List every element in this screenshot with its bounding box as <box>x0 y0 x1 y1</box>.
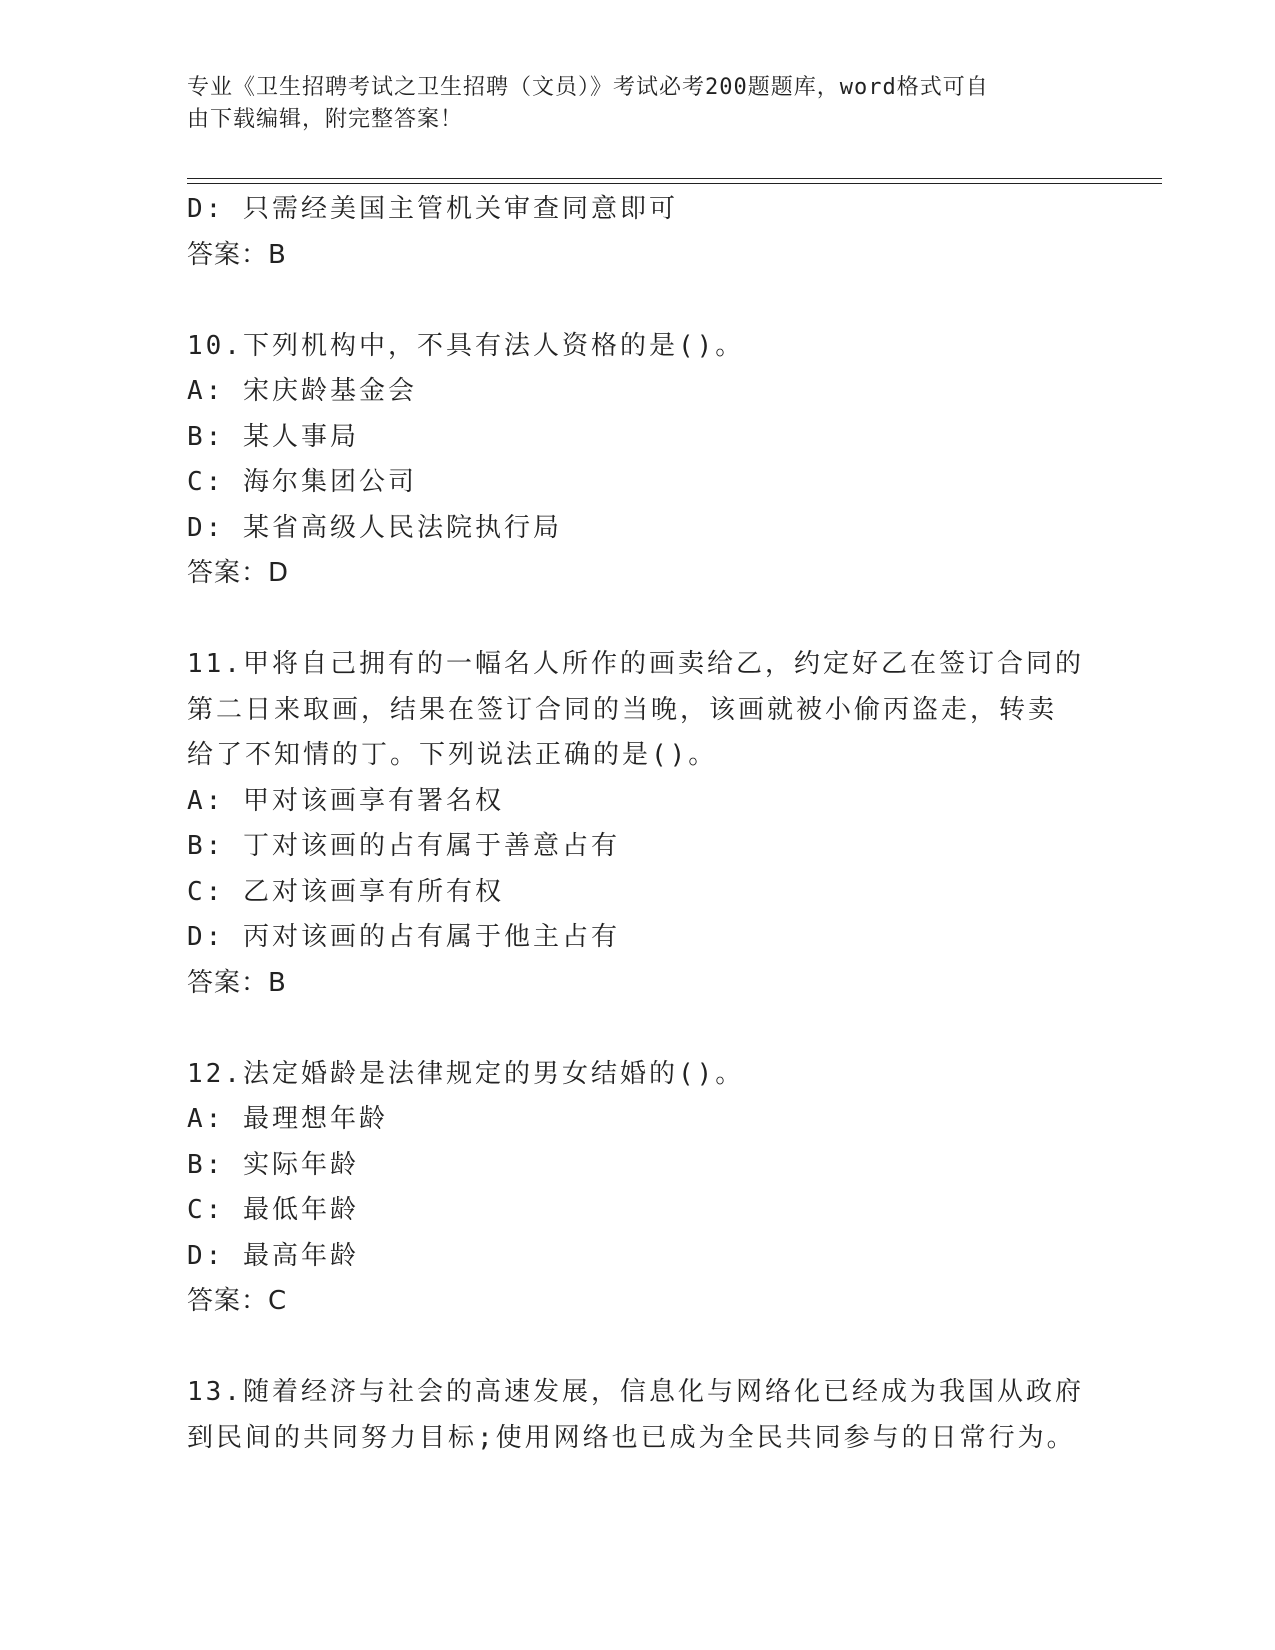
question-stem-line-1: 11.甲将自己拥有的一幅名人所作的画卖给乙，约定好乙在签订合同的 <box>187 649 1084 679</box>
option-a: A: 宋庆龄基金会 <box>187 376 417 406</box>
question-10 <box>187 324 1087 597</box>
question-stem: 12.法定婚龄是法律规定的男女结婚的()。 <box>187 1058 745 1089</box>
header-divider-bottom <box>187 183 1162 184</box>
question-11 <box>187 642 1087 1006</box>
option-a: A: 最理想年龄 <box>187 1104 388 1134</box>
answer: 答案：B <box>187 239 287 270</box>
option-b: B: 实际年龄 <box>187 1149 359 1180</box>
option-a: A: 甲对该画享有署名权 <box>187 785 504 816</box>
question-stem-line-3: 给了不知情的丁。下列说法正确的是()。 <box>187 740 718 770</box>
header-line-2: 由下载编辑，附完整答案！ <box>187 107 464 132</box>
answer: 答案：B <box>187 967 287 998</box>
option-c: C: 乙对该画享有所有权 <box>187 876 504 907</box>
spacer <box>187 1006 1087 1052</box>
question-13 <box>187 1370 1087 1461</box>
option-d: D: 只需经美国主管机关审查同意即可 <box>187 194 678 224</box>
header-line-1: 专业《卫生招聘考试之卫生招聘（文员）》考试必考200题题库，word格式可自 <box>187 75 989 100</box>
header-divider-top <box>187 178 1162 179</box>
option-c: C: 海尔集团公司 <box>187 467 417 497</box>
spacer <box>187 278 1087 324</box>
document-header <box>187 72 1067 136</box>
option-d: D: 最高年龄 <box>187 1240 359 1271</box>
question-stem-line-1: 13.随着经济与社会的高速发展，信息化与网络化已经成为我国从政府 <box>187 1377 1084 1407</box>
document-body <box>187 187 1087 1461</box>
question-stem-line-2: 第二日来取画，结果在签订合同的当晚，该画就被小偷丙盗走，转卖 <box>187 694 1058 725</box>
option-d: D: 某省高级人民法院执行局 <box>187 512 562 543</box>
option-b: B: 某人事局 <box>187 421 359 452</box>
spacer <box>187 1325 1087 1371</box>
answer: 答案：C <box>187 1286 288 1316</box>
question-12 <box>187 1052 1087 1325</box>
answer: 答案：D <box>187 558 290 588</box>
spacer <box>187 597 1087 643</box>
question-stem-line-2: 到民间的共同努力目标;使用网络也已成为全民共同参与的日常行为。 <box>187 1422 1076 1453</box>
option-c: C: 最低年龄 <box>187 1195 359 1225</box>
question-9-tail <box>187 187 1087 278</box>
option-b: B: 丁对该画的占有属于善意占有 <box>187 831 620 861</box>
question-stem: 10.下列机构中，不具有法人资格的是()。 <box>187 330 745 361</box>
option-d: D: 丙对该画的占有属于他主占有 <box>187 922 620 952</box>
